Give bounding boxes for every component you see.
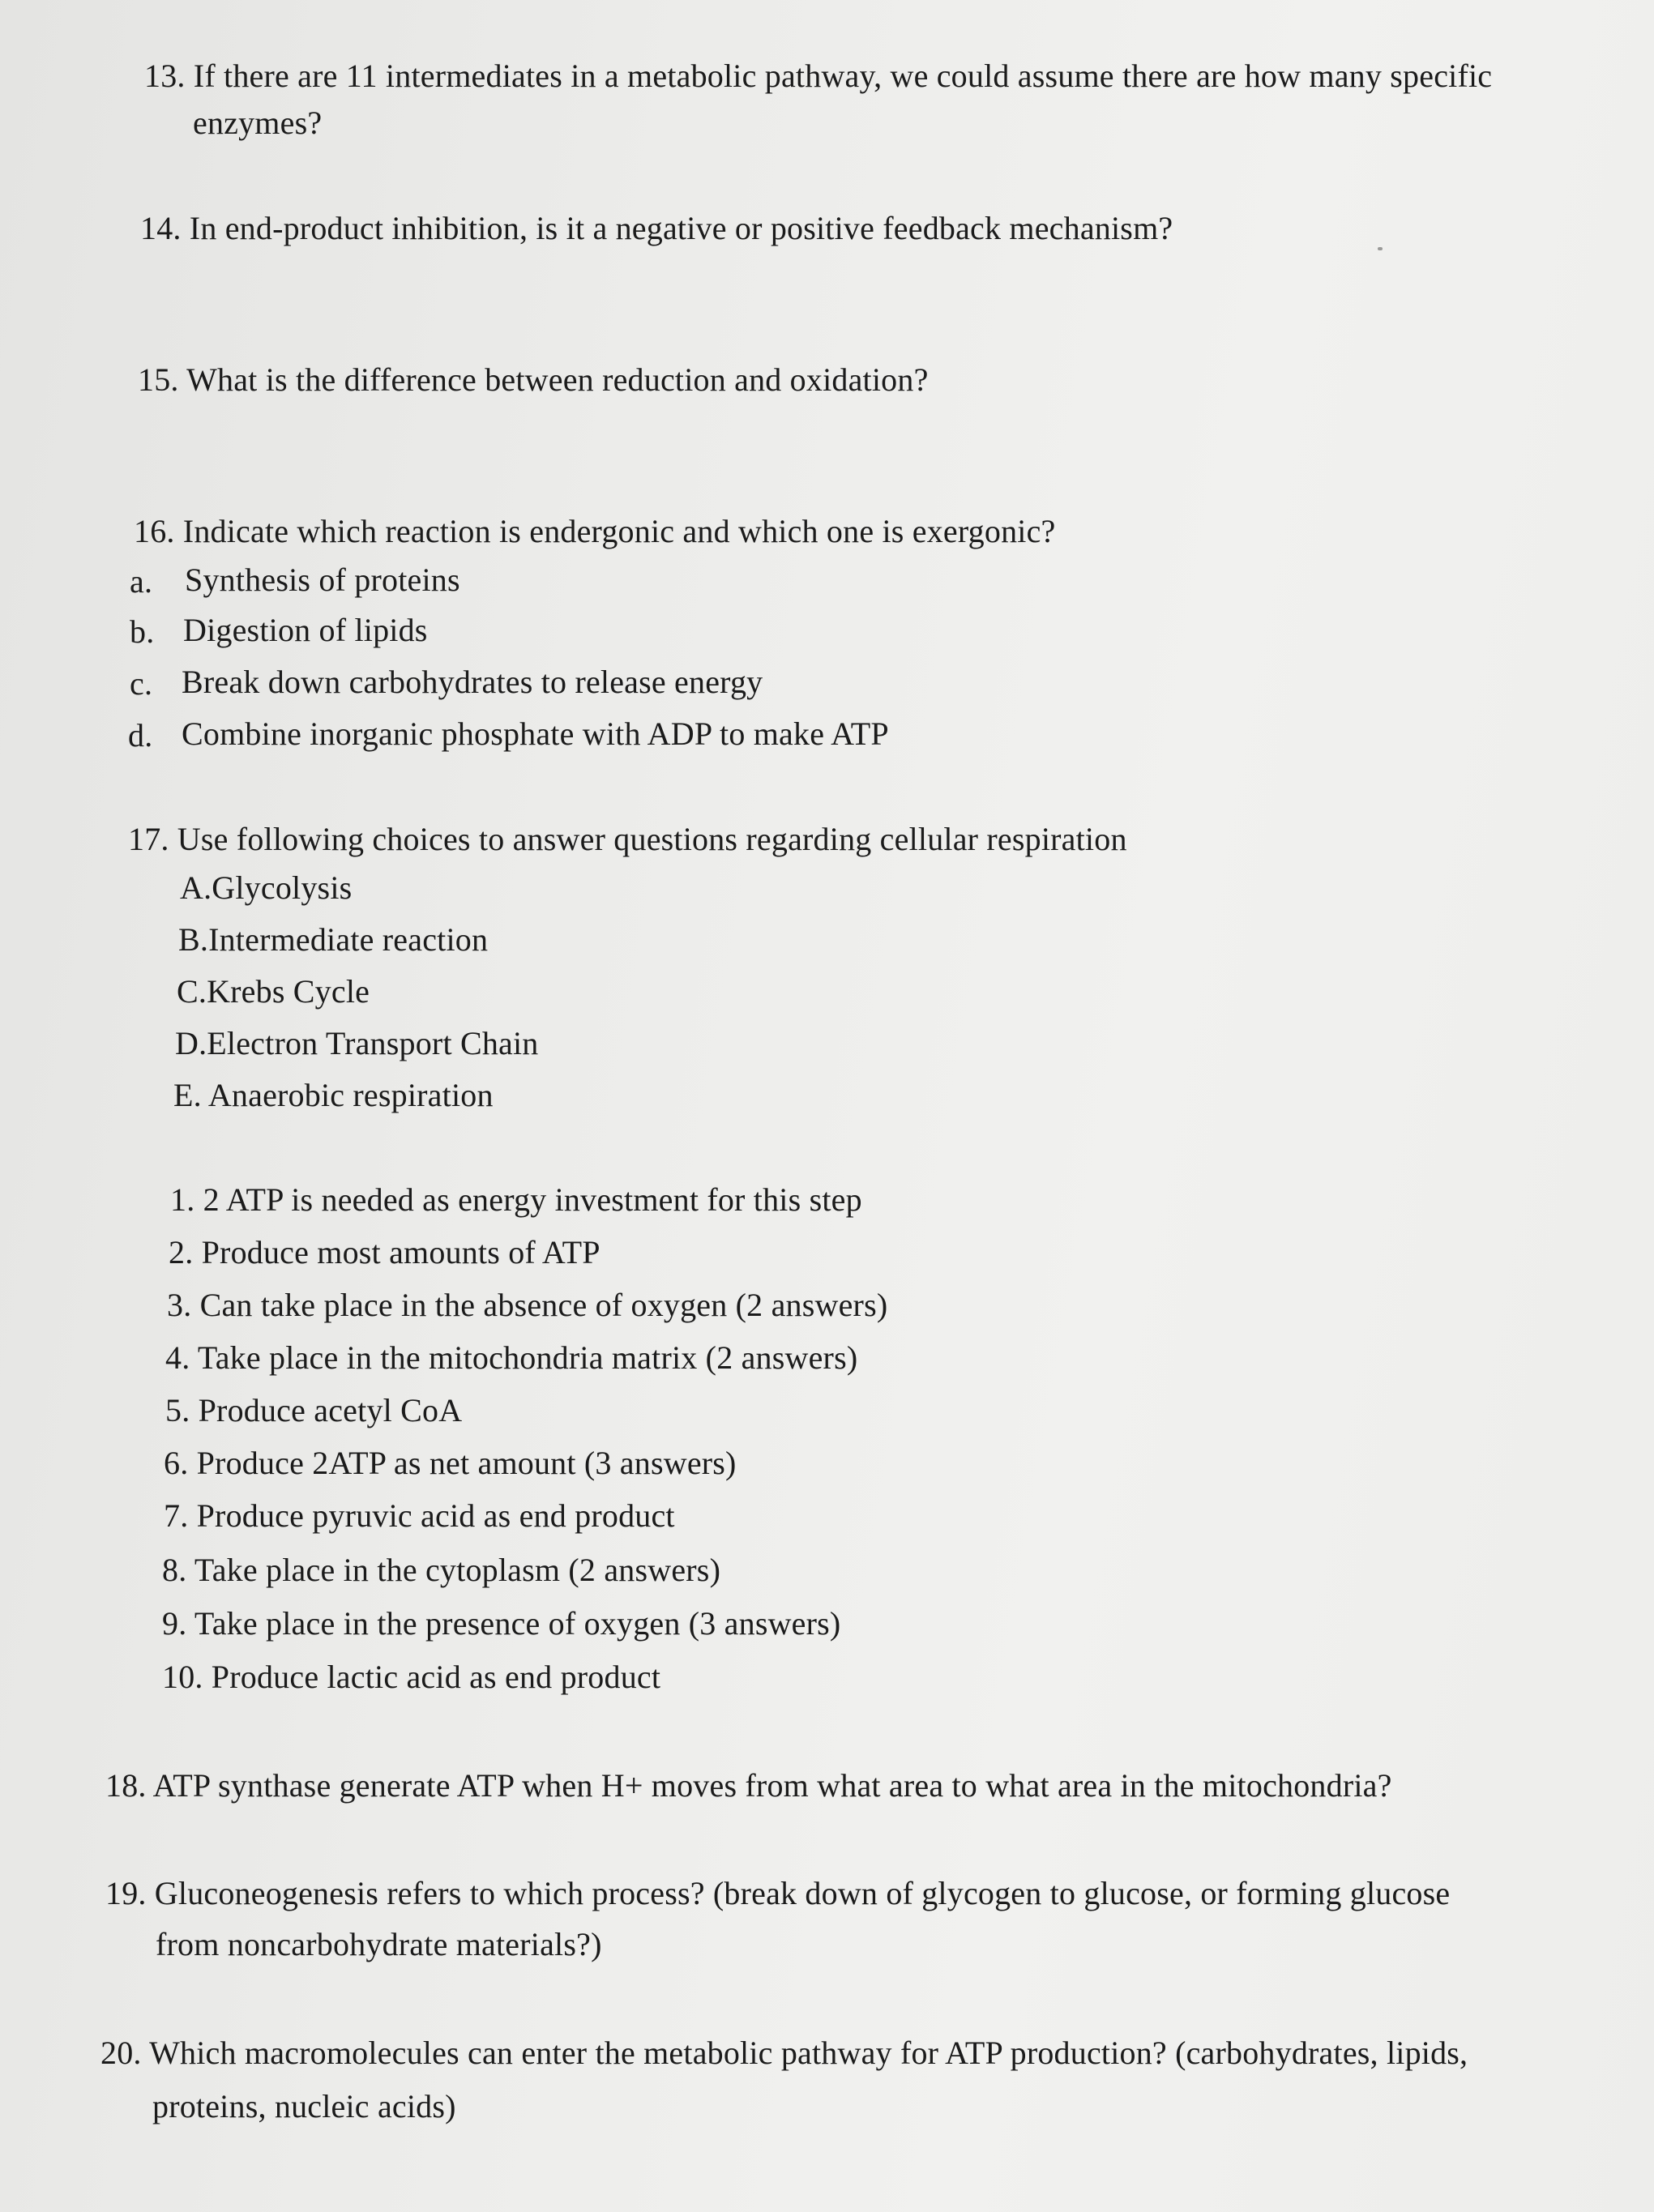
question-17-prompt: 17. Use following choices to answer questions regarding cellular respiration xyxy=(128,821,1127,857)
question-20-line-1: 20. Which macromolecules can enter the metabolic pathway for ATP production? (carbohydrates, lipids, xyxy=(100,2035,1468,2071)
question-17-item-4: 4. Take place in the mitochondria matrix (2 answers) xyxy=(165,1339,858,1376)
question-19-line-2: from noncarbohydrate materials?) xyxy=(156,1926,602,1962)
question-16-option-b-letter: b. xyxy=(130,613,155,650)
question-16-option-d-letter: d. xyxy=(128,717,153,754)
question-17-item-10: 10. Produce lactic acid as end product xyxy=(162,1659,661,1695)
question-13-line-2: enzymes? xyxy=(193,105,323,141)
question-17-item-8: 8. Take place in the cytoplasm (2 answers) xyxy=(162,1552,721,1588)
question-16-prompt: 16. Indicate which reaction is endergonic and which one is exergonic? xyxy=(134,513,1056,549)
stray-mark xyxy=(1378,247,1383,250)
question-20-line-2: proteins, nucleic acids) xyxy=(152,2088,456,2124)
question-16-option-a-letter: a. xyxy=(130,563,153,600)
question-17-item-7: 7. Produce pyruvic acid as end product xyxy=(164,1497,675,1534)
question-17-item-5: 5. Produce acetyl CoA xyxy=(165,1392,463,1428)
question-16-option-c: Break down carbohydrates to release energy xyxy=(182,664,763,700)
question-15: 15. What is the difference between reduction and oxidation? xyxy=(138,361,929,398)
question-17-item-6: 6. Produce 2ATP as net amount (3 answers) xyxy=(164,1445,737,1481)
question-16-option-d: Combine inorganic phosphate with ADP to make ATP xyxy=(182,715,889,752)
question-17-choice-e: E. Anaerobic respiration xyxy=(173,1077,494,1113)
question-17-choice-b: B.Intermediate reaction xyxy=(178,921,489,958)
question-13-line-1: 13. If there are 11 intermediates in a metabolic pathway, we could assume there are how many specific xyxy=(144,58,1493,94)
question-17-item-9: 9. Take place in the presence of oxygen (3 answers) xyxy=(162,1605,841,1642)
question-16-option-a: Synthesis of proteins xyxy=(185,562,460,598)
question-17-item-1: 1. 2 ATP is needed as energy investment for this step xyxy=(170,1181,862,1218)
question-16-option-b: Digestion of lipids xyxy=(183,612,428,648)
question-18: 18. ATP synthase generate ATP when H+ moves from what area to what area in the mitochondria? xyxy=(105,1767,1392,1804)
question-19-line-1: 19. Gluconeogenesis refers to which process? (break down of glycogen to glucose, or forming glucose xyxy=(105,1875,1451,1911)
question-17-choice-d: D.Electron Transport Chain xyxy=(175,1025,539,1061)
question-17-item-3: 3. Can take place in the absence of oxygen (2 answers) xyxy=(167,1287,888,1323)
question-14: 14. In end-product inhibition, is it a negative or positive feedback mechanism? xyxy=(140,210,1173,246)
question-17-choice-a: A.Glycolysis xyxy=(180,869,353,906)
question-16-option-c-letter: c. xyxy=(130,665,153,702)
question-17-item-2: 2. Produce most amounts of ATP xyxy=(169,1234,600,1270)
question-17-choice-c: C.Krebs Cycle xyxy=(177,973,370,1010)
